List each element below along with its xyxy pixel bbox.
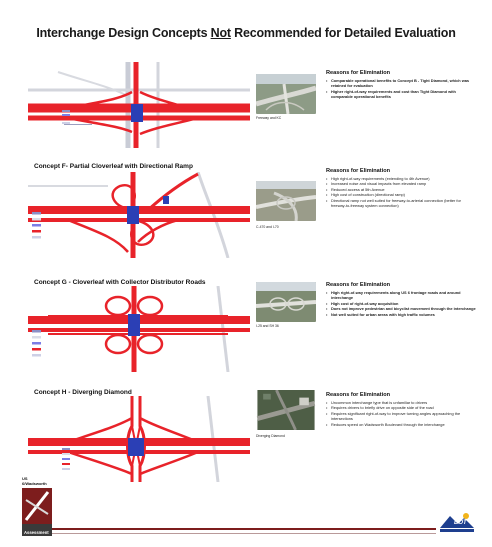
reason-item: • High right-of-way requirements along US 6 frontage roads and around interchange (326, 290, 476, 301)
logo-left-bottom-text: Assessment (24, 530, 49, 535)
concept-a-reasons-title: Reasons for Elimination (326, 70, 391, 76)
title-prefix: Interchange Design Concepts (36, 26, 211, 40)
concept-h-heading: Concept H - Diverging Diamond (34, 389, 132, 396)
concept-f-diagram (28, 172, 250, 258)
concept-g-photo-label: I-25 and SH 36 (256, 324, 279, 328)
reason-item: • Comparable operational benefits to Concept B - Tight Diamond, which was retained for evaluation (326, 78, 476, 89)
page-title (0, 26, 492, 40)
concept-h-diagram (28, 396, 250, 482)
concept-f-reasons (326, 168, 476, 208)
concept-g-diagram (28, 286, 250, 372)
concept-h-photo-label: Diverging Diamond (256, 434, 285, 438)
concept-h-photo (256, 390, 316, 430)
reason-item: • Higher right-of-way requirements and cost than Tight Diamond with comparable operational benefits (326, 89, 476, 100)
concept-h-reasons (326, 392, 476, 427)
concept-a-reasons-list (326, 78, 476, 100)
reason-item: • Uncommon interchange type that is unfamiliar to drivers (326, 400, 476, 405)
reason-item: • Increased noise and visual impacts from elevated ramp (326, 181, 476, 186)
concept-a-diagram (28, 62, 250, 148)
cdot-logo-text: DOT (454, 520, 467, 526)
reason-item: • High cost of construction (directional ramp) (326, 192, 476, 197)
concept-f-photo-label: C-470 and I-70 (256, 225, 279, 229)
concept-f-photo (256, 181, 316, 221)
concept-f-heading: Concept F- Partial Cloverleaf with Directional Ramp (34, 163, 193, 170)
reason-item: • Requires drivers to briefly drive on opposite side of the road (326, 405, 476, 410)
cdot-logo (436, 510, 478, 536)
title-not: Not (210, 26, 231, 40)
reason-item: • Reduced access at 5th Avenue (326, 187, 476, 192)
concept-f-reasons-title: Reasons for Elimination (326, 168, 391, 174)
concept-h-reasons-title: Reasons for Elimination (326, 392, 391, 398)
concept-a-photo-label: Freeway and KC (256, 116, 282, 120)
us6-wadsworth-logo (22, 476, 52, 538)
concept-f-reasons-list (326, 176, 476, 208)
footer-rule-thin (42, 533, 454, 534)
logo-left-top-text: US 6/Wadsworth (22, 476, 47, 486)
reason-item: • Directional ramp not well suited for freeway-to-arterial connection (better for freeway-to-freeway system connection) (326, 198, 476, 209)
reason-item: • Requires significant right-of-way to improve turning angles approaching the intersections (326, 411, 476, 422)
concept-a-reasons (326, 70, 476, 100)
concept-g-photo (256, 282, 316, 322)
concept-h-reasons-list (326, 400, 476, 427)
footer-rule (42, 528, 454, 530)
concept-a-photo (256, 74, 316, 114)
concept-g-reasons-list (326, 290, 476, 317)
concept-g-heading: Concept G - Cloverleaf with Collector Distributor Roads (34, 279, 206, 286)
reason-item: • Reduces speed on Wadsworth Boulevard through the interchange (326, 422, 476, 427)
reason-item: • Does not improve pedestrian and bicyclist movement through the interchange (326, 306, 476, 311)
reason-item: • Not well suited for urban areas with high traffic volumes (326, 312, 476, 317)
title-suffix: Recommended for Detailed Evaluation (230, 26, 456, 40)
reason-item: • High right-of-way requirements (extending to 4th Avenue) (326, 176, 476, 181)
concept-g-reasons-title: Reasons for Elimination (326, 282, 391, 288)
concept-g-reasons (326, 282, 476, 317)
reason-item: • High cost of right-of-way acquisition (326, 301, 476, 306)
